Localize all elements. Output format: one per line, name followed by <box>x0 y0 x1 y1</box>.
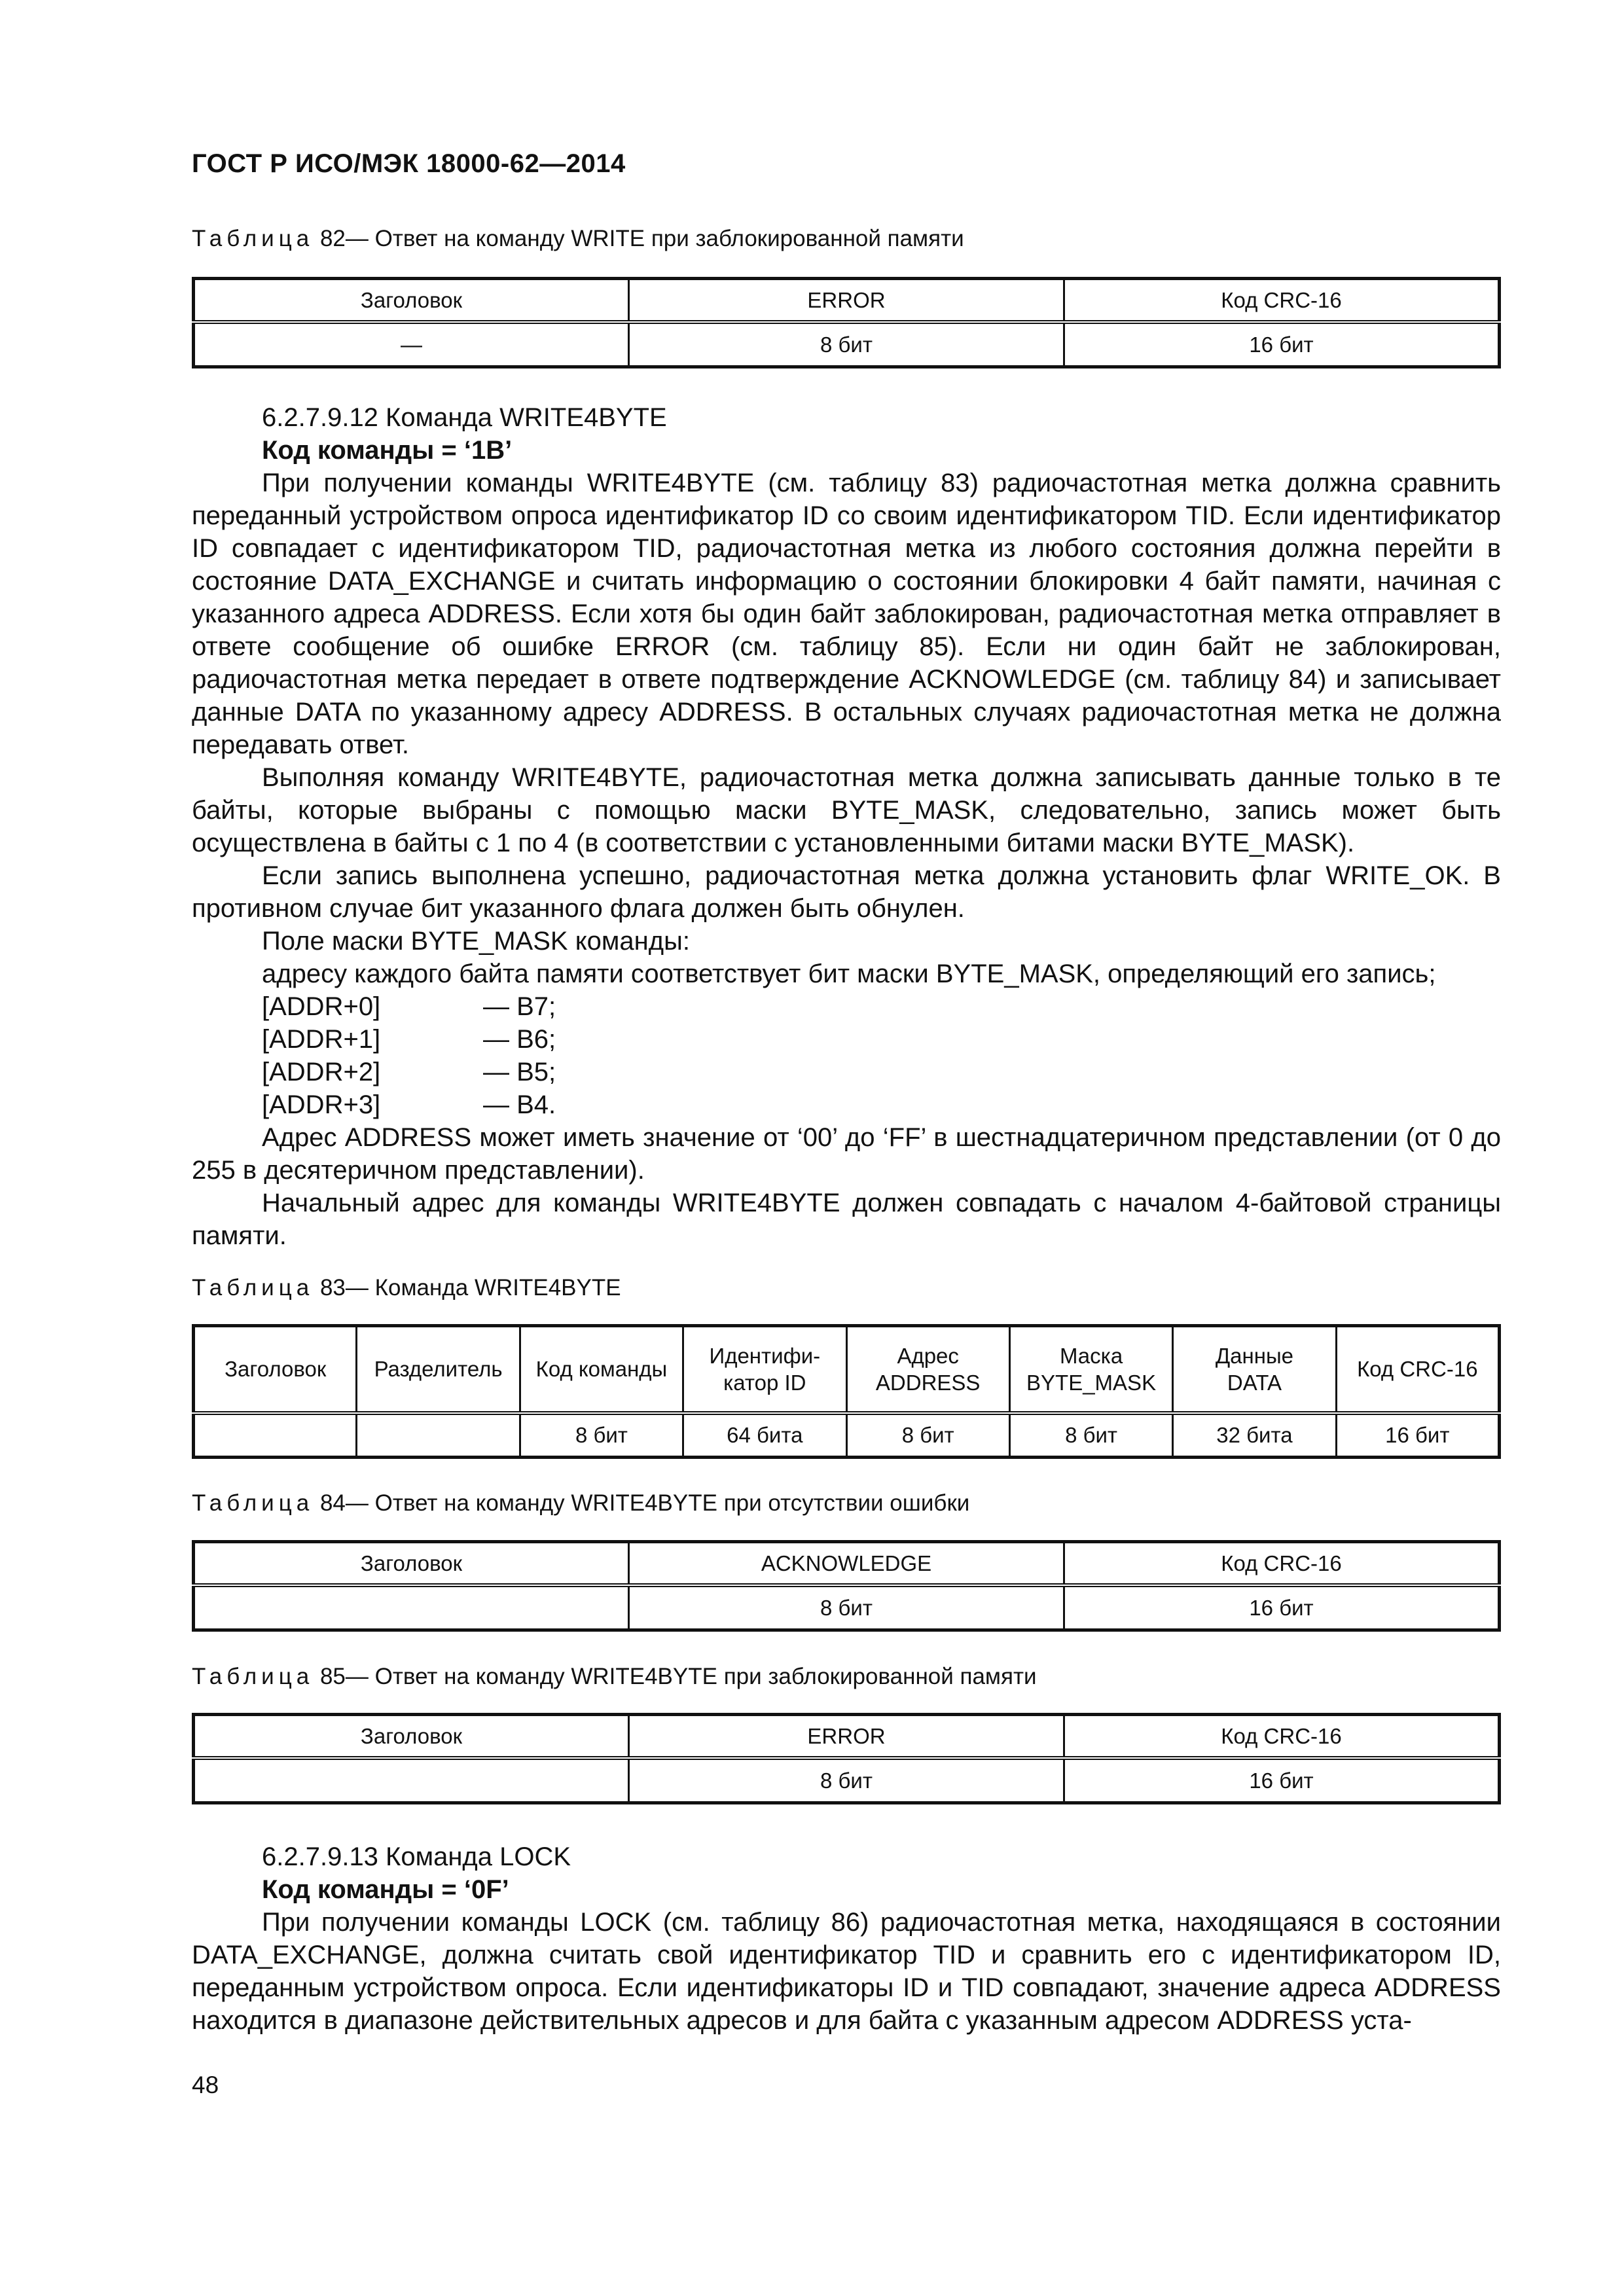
value-cell: 8 бит <box>846 1413 1009 1458</box>
paragraph: При получении команды WRITE4BYTE (см. таблицу 83) радиочастотная метка должна сравнить переданный устройством опроса идентификатор ID со своим идентификатором TID. Если идентификатор ID совпадает с идентификатором TID, радиочастотная метка из любого состояния должна перейти в состояние DATA_EXCHANGE и считать информацию о состоянии блокировки 4 байт памяти, начиная с указанного адреса ADDRESS. Если хотя бы один байт заблокирован, радиочастотная метка отправляет в ответе сообщение об ошибке ERROR (см. таблицу 85). Если ни один байт не заблокирован, радиочастотная метка передает в ответе подтверждение ACKNOWLEDGE (см. таблицу 84) и записывает данные DATA по указанному адресу ADDRESS. В остальных случаях радиочастотная метка не должна передавать ответ. <box>192 469 1501 759</box>
paragraph: Если запись выполнена успешно, радиочастотная метка должна установить флаг WRITE_OK. В противном случае бит указанного флага должен быть обнулен. <box>192 861 1501 923</box>
value-cell <box>194 1585 629 1630</box>
command-code: Код команды = ‘1B’ <box>262 436 513 465</box>
mask-bit: — B6; <box>483 1025 556 1054</box>
table-number: 83 <box>319 1275 346 1300</box>
header-cell: Код команды <box>520 1326 683 1413</box>
paragraph: Выполняя команду WRITE4BYTE, радиочастотная метка должна записывать данные только в те байты, которые выбраны с помощью маски BYTE_MASK, следовательно, запись может быть осуществлена в байты с 1 по 4 (в соответствии с установленными битами маски BYTE_MASK). <box>192 763 1501 857</box>
table-title: — Ответ на команду WRITE при заблокированной памяти <box>345 226 964 251</box>
table-83-caption <box>192 1275 621 1301</box>
table-label: Таблица <box>192 226 314 251</box>
table-header-row <box>194 1715 1500 1758</box>
table-row <box>194 1758 1500 1803</box>
mask-bit: — B4. <box>483 1090 556 1119</box>
table-84-caption <box>192 1490 969 1516</box>
list-item <box>192 1023 1501 1056</box>
table-title: — Ответ на команду WRITE4BYTE при заблокированной памяти <box>345 1664 1037 1689</box>
table-header-row <box>194 1542 1500 1585</box>
header-cell: ERROR <box>629 279 1064 322</box>
mask-address: [ADDR+2] <box>262 1058 381 1086</box>
table-title: — Команда WRITE4BYTE <box>345 1275 621 1300</box>
value-cell: 8 бит <box>629 1758 1064 1803</box>
value-cell: — <box>194 322 629 367</box>
table-85-caption <box>192 1664 1037 1690</box>
value-cell: 8 бит <box>629 1585 1064 1630</box>
value-cell: 16 бит <box>1336 1413 1499 1458</box>
value-cell: 8 бит <box>629 322 1064 367</box>
header-cell: Код CRC-16 <box>1336 1326 1499 1413</box>
value-cell <box>194 1413 357 1458</box>
paragraph: Адрес ADDRESS может иметь значение от ‘00’ до ‘FF’ в шестнадцатеричном представлении (от 0 до 255 в десятеричном представлении). <box>192 1123 1501 1185</box>
section-lock <box>192 1840 1501 2037</box>
command-code: Код команды = ‘0F’ <box>262 1875 509 1904</box>
value-cell: 8 бит <box>520 1413 683 1458</box>
table-row <box>194 1585 1500 1630</box>
header-cell: Маска BYTE_MASK <box>1009 1326 1172 1413</box>
table-number: 85 <box>319 1664 346 1689</box>
list-item <box>192 1056 1501 1088</box>
table-title: — Ответ на команду WRITE4BYTE при отсутствии ошибки <box>345 1490 970 1516</box>
table-label: Таблица <box>192 1275 314 1300</box>
table-85 <box>192 1713 1501 1804</box>
header-cell: Разделитель <box>357 1326 520 1413</box>
mask-bit: — B5; <box>483 1058 556 1086</box>
header-cell: Данные DATA <box>1173 1326 1336 1413</box>
table-header-row <box>194 1326 1500 1413</box>
table-number: 84 <box>319 1490 346 1516</box>
header-cell: ERROR <box>629 1715 1064 1758</box>
value-cell: 8 бит <box>1009 1413 1172 1458</box>
paragraph: При получении команды LOCK (см. таблицу 86) радиочастотная метка, находящаяся в состоянии DATA_EXCHANGE, должна считать свой идентификатор TID и сравнить его с идентификатором ID, переданным устройством опроса. Если идентификаторы ID и TID совпадают, значение адреса ADDRESS находится в диапазоне действительных адресов и для байта с указанным адресом ADDRESS уста- <box>192 1908 1501 2035</box>
header-cell: Код CRC-16 <box>1064 279 1500 322</box>
header-cell: ACKNOWLEDGE <box>629 1542 1064 1585</box>
header-cell: Заголовок <box>194 279 629 322</box>
list-item <box>192 1088 1501 1121</box>
header-cell: Заголовок <box>194 1715 629 1758</box>
table-row <box>194 322 1500 367</box>
page-number: 48 <box>192 2072 219 2098</box>
table-83 <box>192 1324 1501 1459</box>
table-82 <box>192 277 1501 368</box>
mask-address: [ADDR+0] <box>262 992 381 1021</box>
section-heading: 6.2.7.9.12 Команда WRITE4BYTE <box>262 403 667 432</box>
table-label: Таблица <box>192 1664 314 1689</box>
mask-bit: — B7; <box>483 992 556 1021</box>
value-cell: 16 бит <box>1064 1585 1500 1630</box>
value-cell: 16 бит <box>1064 322 1500 367</box>
table-82-caption <box>192 226 964 252</box>
byte-mask-list <box>192 990 1501 1121</box>
table-number: 82 <box>319 226 346 251</box>
value-cell <box>357 1413 520 1458</box>
header-cell: Код CRC-16 <box>1064 1542 1500 1585</box>
list-item <box>192 990 1501 1023</box>
value-cell: 16 бит <box>1064 1758 1500 1803</box>
header-cell: Заголовок <box>194 1542 629 1585</box>
section-write4byte <box>192 401 1501 1252</box>
paragraph: адресу каждого байта памяти соответствует бит маски BYTE_MASK, определяющий его запись; <box>262 960 1436 988</box>
table-row <box>194 1413 1500 1458</box>
header-cell: Код CRC-16 <box>1064 1715 1500 1758</box>
value-cell: 32 бита <box>1173 1413 1336 1458</box>
header-cell: Идентифи- катор ID <box>683 1326 846 1413</box>
table-84 <box>192 1540 1501 1632</box>
document-header: ГОСТ Р ИСО/МЭК 18000-62—2014 <box>192 149 626 178</box>
section-heading: 6.2.7.9.13 Команда LOCK <box>262 1842 571 1871</box>
paragraph: Поле маски BYTE_MASK команды: <box>262 927 690 956</box>
mask-address: [ADDR+1] <box>262 1025 381 1054</box>
value-cell: 64 бита <box>683 1413 846 1458</box>
table-label: Таблица <box>192 1490 314 1516</box>
value-cell <box>194 1758 629 1803</box>
header-cell: Заголовок <box>194 1326 357 1413</box>
header-cell: Адрес ADDRESS <box>846 1326 1009 1413</box>
paragraph: Начальный адрес для команды WRITE4BYTE должен совпадать с началом 4-байтовой страницы памяти. <box>192 1189 1501 1250</box>
table-header-row <box>194 279 1500 322</box>
mask-address: [ADDR+3] <box>262 1090 381 1119</box>
